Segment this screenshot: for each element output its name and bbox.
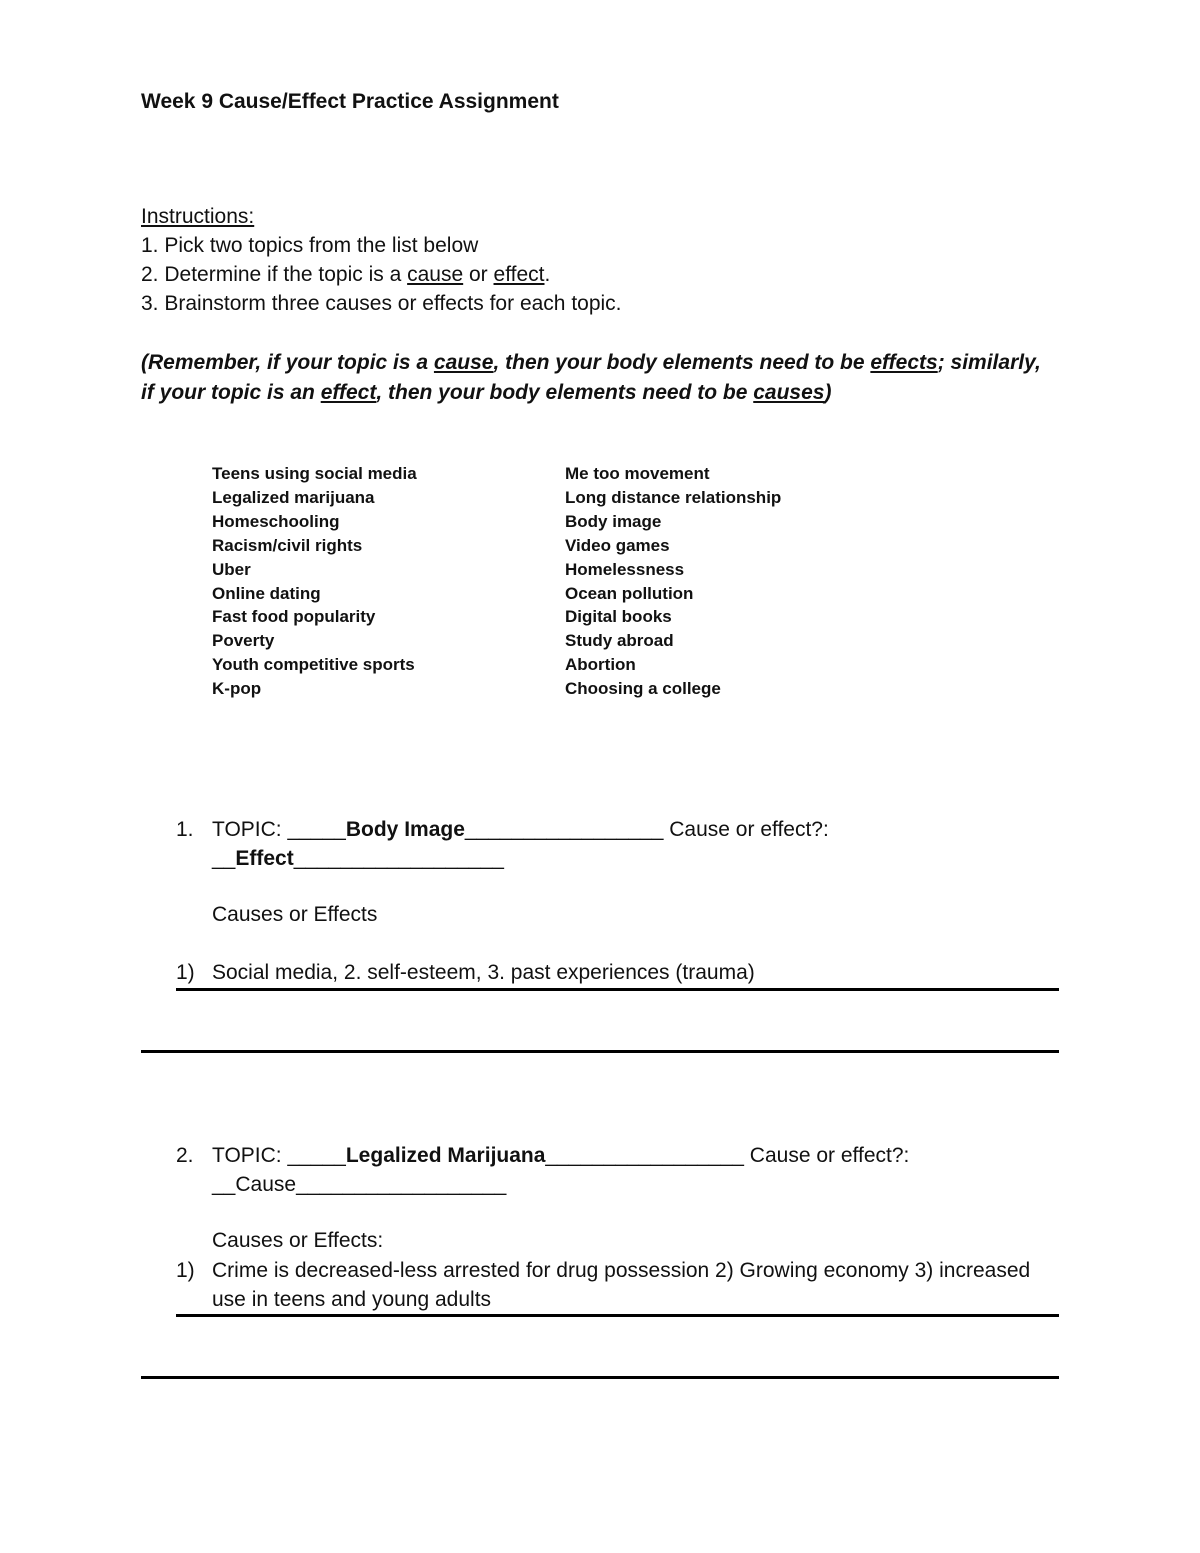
- topic-item: Online dating: [212, 583, 321, 603]
- instructions-heading: Instructions:: [141, 205, 255, 228]
- question-1-topic-line: [212, 818, 829, 842]
- step-2-end: .: [544, 263, 551, 286]
- remember-note: [141, 348, 1051, 408]
- topic-value: Body Image: [345, 818, 465, 841]
- answer-pre: __: [212, 847, 236, 870]
- topic-item: Fast food popularity: [212, 607, 376, 627]
- topic-item: Uber: [212, 559, 251, 579]
- topic-item: Choosing a college: [565, 679, 721, 699]
- topic-list-right: [565, 462, 781, 701]
- topic-fill: _________________ Cause or effect?:: [464, 818, 829, 841]
- question-1-number: 1.: [176, 818, 194, 841]
- topic-item: K-pop: [212, 679, 262, 699]
- step-2-prefix: 2. Determine if the topic is a: [141, 263, 408, 286]
- topic-fill: _________________ Cause or effect?:: [545, 1144, 910, 1167]
- question-1-causes-label: Causes or Effects: [212, 903, 378, 926]
- instruction-step-2: [141, 263, 550, 287]
- answer-rule: [176, 1314, 1059, 1317]
- topic-item: Teens using social media: [212, 464, 417, 483]
- question-2-answer-line: [212, 1173, 506, 1197]
- answer-fill: __________________: [296, 1173, 507, 1196]
- topic-value: Legalized Marijuana: [345, 1144, 546, 1167]
- topic-label: TOPIC: _____: [212, 1144, 346, 1167]
- topic-label: TOPIC: _____: [212, 818, 346, 841]
- topic-list-left: [212, 462, 417, 701]
- question-2-topic-line: [212, 1144, 909, 1168]
- topic-item: Study abroad: [565, 631, 674, 651]
- answer-pre: __: [212, 1173, 236, 1196]
- question-2-number: 2.: [176, 1144, 194, 1167]
- question-2-item-text-line-2: use in teens and young adults: [212, 1288, 492, 1311]
- page-title: Week 9 Cause/Effect Practice Assignment: [141, 90, 559, 113]
- answer-rule: [141, 1376, 1059, 1379]
- topic-item: Long distance relationship: [565, 487, 782, 507]
- remember-part-4: , then your body elements need to be: [376, 381, 754, 404]
- remember-effect: effect: [320, 381, 377, 404]
- step-2-effect: effect: [493, 263, 545, 286]
- step-2-or: or: [463, 263, 494, 286]
- topic-item: Ocean pollution: [565, 583, 694, 603]
- remember-part-1: (Remember, if your topic is a: [141, 351, 434, 374]
- question-1-item-text: Social media, 2. self-esteem, 3. past experiences (trauma): [212, 961, 755, 984]
- question-2-item-number: 1): [176, 1259, 195, 1282]
- remember-effects: effects: [870, 351, 938, 374]
- answer-value: Cause: [235, 1173, 297, 1196]
- instruction-step-3: 3. Brainstorm three causes or effects for each topic.: [141, 292, 622, 315]
- topic-item: Racism/civil rights: [212, 535, 363, 555]
- remember-part-2: , then your body elements need to be: [493, 351, 871, 374]
- remember-part-3: ; similarly, if your topic is an: [141, 351, 1041, 404]
- answer-rule: [176, 988, 1059, 991]
- question-1-answer-line: [212, 847, 504, 871]
- answer-rule: [141, 1050, 1059, 1053]
- topic-item: Homelessness: [565, 559, 685, 579]
- remember-causes: causes: [753, 381, 825, 404]
- topic-item: Poverty: [212, 631, 275, 651]
- topic-item: Youth competitive sports: [212, 655, 415, 675]
- remember-cause: cause: [433, 351, 494, 374]
- topic-item: Me too movement: [565, 464, 710, 483]
- topic-item: Homeschooling: [212, 511, 340, 531]
- topic-item: Legalized marijuana: [212, 487, 375, 507]
- remember-part-5: ): [824, 381, 832, 404]
- question-2-item-text-line-1: Crime is decreased-less arrested for drug possession 2) Growing economy 3) increased: [212, 1259, 1031, 1282]
- step-2-cause: cause: [407, 263, 464, 286]
- answer-fill: __________________: [293, 847, 504, 870]
- topic-item: Digital books: [565, 607, 672, 627]
- instruction-step-1: 1. Pick two topics from the list below: [141, 234, 479, 257]
- topic-item: Body image: [565, 511, 662, 531]
- question-2-causes-label: Causes or Effects:: [212, 1229, 384, 1252]
- topic-item: Abortion: [565, 655, 636, 675]
- topic-item: Video games: [565, 535, 670, 555]
- question-1-item-number: 1): [176, 961, 195, 984]
- answer-value: Effect: [235, 847, 294, 870]
